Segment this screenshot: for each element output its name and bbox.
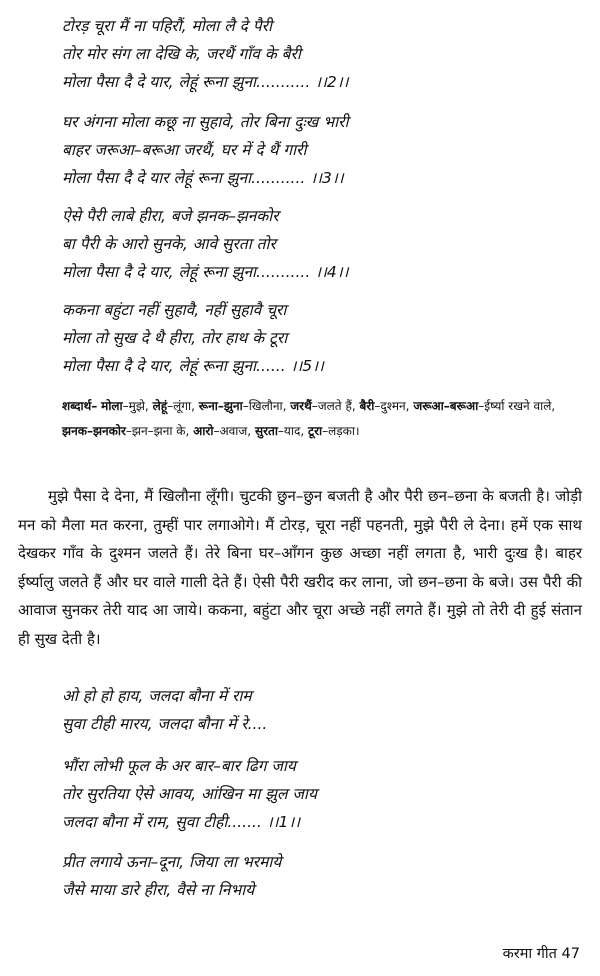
glossary-heading: शब्दार्थ– (62, 399, 98, 413)
verse-line: टोरड़ चूरा मैं ना पहिरौं, मोला लै दे पैरी (62, 17, 272, 35)
verse-line: मोला पैसा दै दे यार, लेहूं रूना झुना...... ।।5।। (62, 357, 324, 375)
glossary-term: लेहूं (152, 399, 168, 413)
prose-text: मुझे पैसा दे देना, मैं खिलौना लूँगी। चुटकी छुन–छुन बजती है और पैरी छन–छना के बजती है। जोड़ी मन को मैला मत करना, तुम्हीं पार लगाओगे। मैं टोरड़, चूरा नहीं पहनती, मुझे पैरी ले देना। हमें एक साथ देखकर गाँव के दुश्मन जलते हैं। तेरे बिना घर–आँगन कुछ अच्छा नहीं लगता है, भारी दुःख है। बाहर ईर्ष्यालु जलते हैं और घर वाले गाली देते हैं। ऐसी पैरी खरीद कर लाना, जो छन–छना के बजे। उस पैरी की आवाज सुनकर तेरी याद आ जाये। ककना, बहुंटा और चूरा अच्छे नहीं लगते हैं। मुझे तो तेरी दी हुई संतान ही सुख देती है। (18, 487, 582, 648)
verse-stanza-3 (62, 108, 582, 192)
verse-stanza-next (62, 848, 582, 904)
verse-line: ऐसे पैरी लाबे हीरा, बजे झनक–झनकोर (62, 207, 279, 225)
verse-line: भौंरा लोभी फूल के अर बार–बार ढिग जाय (62, 757, 296, 775)
verse-refrain (62, 682, 582, 738)
verse-line: मोला तो सुख दे थै हीरा, तोर हाथ के टूरा (62, 329, 288, 347)
verse-line: घर अंगना मोला कछू ना सुहावे, तोर बिना दुःख भारी (62, 113, 349, 131)
glossary-term: सुरता (254, 424, 278, 438)
glossary-meaning: –अवाज, (213, 424, 252, 438)
verse-stanza-1 (62, 752, 582, 836)
glossary-meaning: –याद, (277, 424, 305, 438)
glossary-meaning: –झन–झना के, (125, 424, 190, 438)
glossary-meaning: –जलते हैं, (311, 399, 356, 413)
glossary-term: टूरा (308, 424, 323, 438)
verse-line: प्रीत लगाये ऊना–दूना, जिया ला भरमाये (62, 853, 282, 871)
verse-line: जैसे माया डारे हीरा, वैसे ना निभाये (62, 881, 255, 899)
glossary-term: बैरी (359, 399, 375, 413)
verse-line: ककना बहुंटा नहीं सुहावै, नहीं सुहावै चूरा (62, 301, 287, 319)
verse-line: ओ हो हो हाय, जलदा बौना में राम (62, 687, 252, 705)
verse-line: बाहर जरूआ–बरूआ जरथैं, घर में दे थैं गारी (62, 141, 307, 159)
glossary-meaning: –लूंगा, (167, 399, 195, 413)
glossary-term: मोला (101, 399, 123, 413)
prose-paragraph (18, 482, 582, 653)
verse-line: सुवा टीही मारय, जलदा बौना में रे.... (62, 715, 268, 733)
page-footer: करमा गीत 47 (502, 946, 580, 962)
glossary (62, 394, 582, 444)
verse-line: मोला पैसा दै दे यार लेहूं रूना झुना........... ।।3।। (62, 169, 344, 187)
glossary-meaning: –खिलौना, (242, 399, 287, 413)
verse-line: तोर सुरतिया ऐसे आवय, आंखिन मा झुल जाय (62, 785, 317, 803)
verse-stanza-5 (62, 296, 582, 380)
verse-line: मोला पैसा दै दे यार, लेहूं रूना झुना........... ।।2।। (62, 73, 349, 91)
verse-stanza-4 (62, 202, 582, 286)
verse-stanza-2 (62, 12, 582, 96)
verse-line: जलदा बौना में राम, सुवा टीही....... ।।1।। (62, 813, 301, 831)
glossary-term: झनक–झनकोर (62, 424, 126, 438)
glossary-term: जरथैं (290, 399, 312, 413)
glossary-meaning: –दुश्मन, (374, 399, 410, 413)
glossary-meaning: –ईर्ष्या रखने वाले, (478, 399, 556, 413)
glossary-term: जरूआ–बरूआ (413, 399, 479, 413)
glossary-meaning: –मुझे, (122, 399, 149, 413)
verse-line: बा पैरी के आरो सुनके, आवे सुरता तोर (62, 235, 276, 253)
verse-line: तोर मोर संग ला देखि के, जरथैं गाँव के बैरी (62, 45, 301, 63)
verse-line: मोला पैसा दै दे यार, लेहूं रूना झुना........... ।।4।। (62, 263, 349, 281)
glossary-meaning: –लड़का। (322, 424, 360, 438)
glossary-term: रूना–झुना (198, 399, 243, 413)
glossary-term: आरो (193, 424, 214, 438)
